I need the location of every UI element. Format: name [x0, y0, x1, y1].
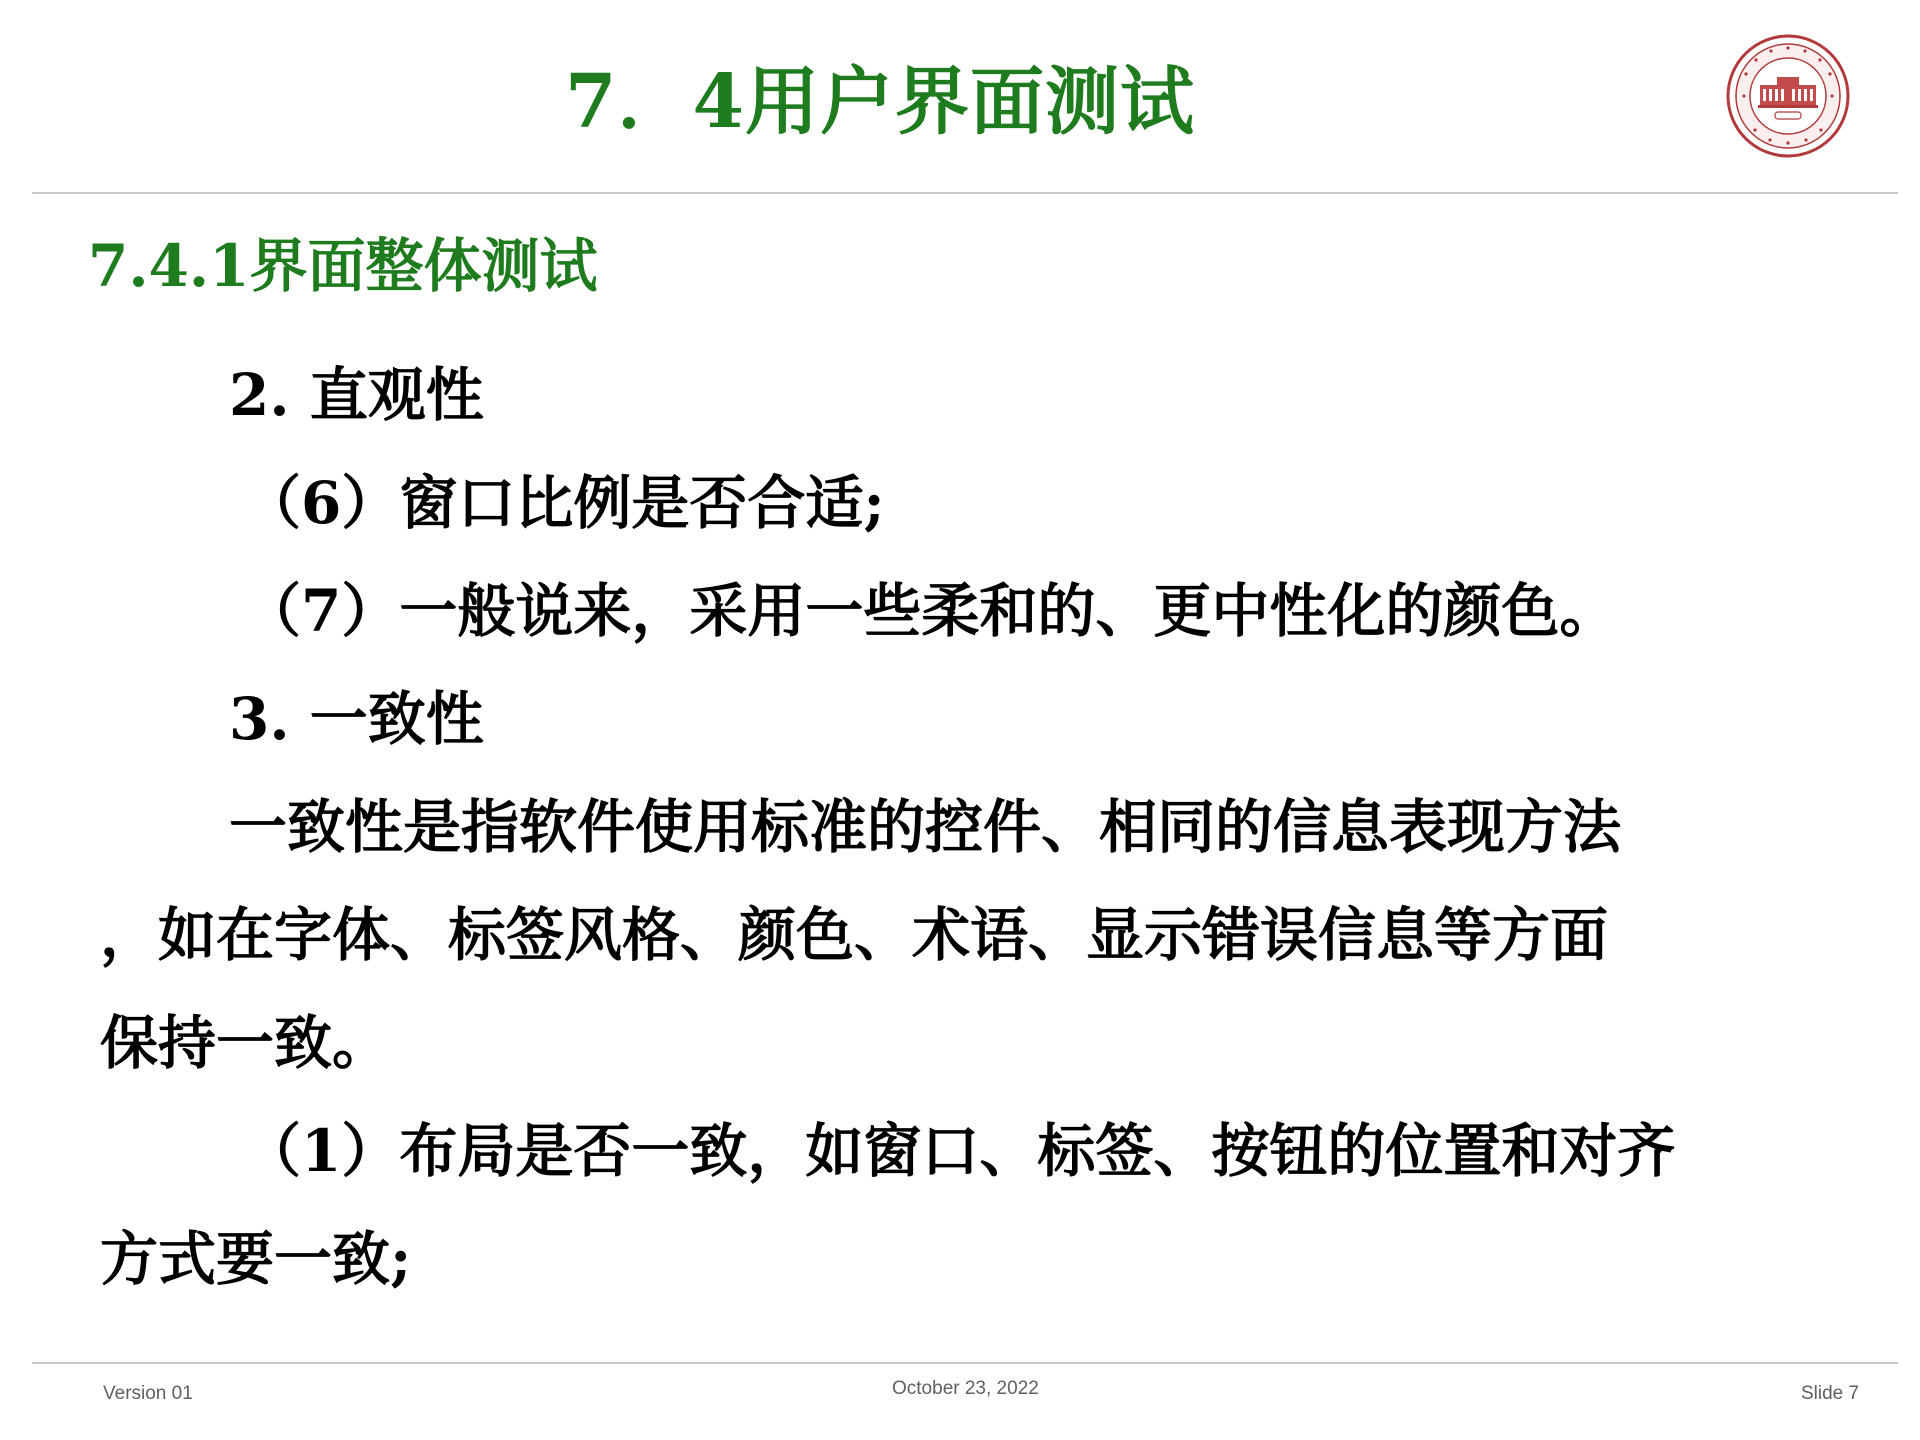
heading-consistency: 3. 一致性: [229, 685, 484, 753]
list-item-1-continuation: 方式要一致;: [100, 1225, 412, 1293]
paragraph-line: 保持一致。: [100, 1009, 391, 1077]
footer-divider: [32, 1362, 1898, 1364]
paragraph-line: 一致性是指软件使用标准的控件、相同的信息表现方法: [229, 793, 1622, 861]
footer-date: October 23, 2022: [892, 1378, 1039, 1399]
footer-slide-number: Slide 7: [1801, 1383, 1860, 1404]
header-divider: [32, 192, 1898, 194]
list-item-7: （7）一般说来，采用一些柔和的、更中性化的颜色。: [243, 577, 1618, 645]
heading-intuitiveness: 2. 直观性: [229, 361, 484, 429]
university-seal-icon: [1725, 33, 1851, 159]
paragraph-line: ，如在字体、标签风格、颜色、术语、显示错误信息等方面: [100, 901, 1609, 969]
footer-version: Version 01: [103, 1383, 193, 1404]
slide-title: 7．4用户界面测试: [565, 59, 1195, 145]
section-subtitle: 7.4.1界面整体测试: [88, 232, 598, 300]
list-item-1: （1）布局是否一致，如窗口、标签、按钮的位置和对齐: [243, 1117, 1676, 1185]
list-item-6: （6）窗口比例是否合适;: [243, 469, 885, 537]
